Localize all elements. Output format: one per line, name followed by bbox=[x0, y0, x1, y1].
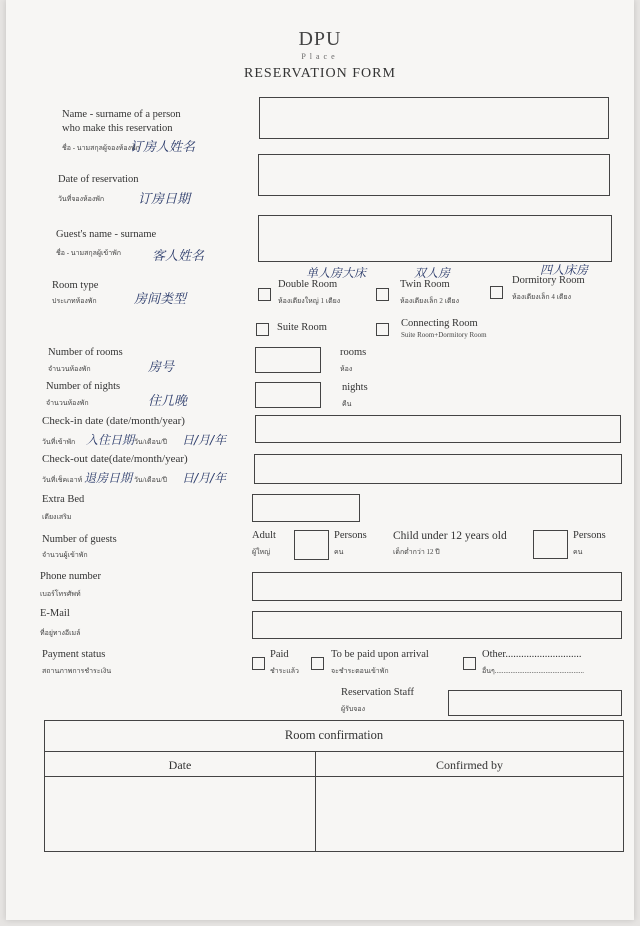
pay-on-arrival-checkbox[interactable] bbox=[311, 657, 324, 670]
room-type-thai: ประเภทห้องพัก bbox=[52, 297, 97, 305]
pay-on-arrival-label: To be paid upon arrival bbox=[331, 649, 429, 660]
date-of-reservation-label: Date of reservation bbox=[58, 174, 139, 185]
payment-label: Payment status bbox=[42, 649, 106, 660]
double-room-handwriting: 单人房大床 bbox=[306, 266, 367, 280]
checkin-date-field[interactable] bbox=[255, 415, 621, 443]
paid-checkbox[interactable] bbox=[252, 657, 265, 670]
child-count-field[interactable] bbox=[533, 530, 568, 559]
phone-label: Phone number bbox=[40, 571, 101, 582]
twin-room-thai: ห้องเตียงเล็ก 2 เตียง bbox=[400, 297, 460, 305]
checkin-handwriting: 入住日期 bbox=[86, 433, 135, 447]
connecting-room-label: Connecting Room bbox=[401, 318, 478, 329]
checkout-format-thai: วัน/เดือน/ปี bbox=[134, 476, 167, 484]
paid-label: Paid bbox=[270, 649, 289, 660]
checkin-thai: วันที่เข้าพัก bbox=[42, 438, 76, 446]
nights-thai: จำนวนห้องพัก bbox=[46, 399, 89, 407]
nights-label: Number of nights bbox=[46, 381, 121, 392]
child-label: Child under 12 years old bbox=[393, 530, 507, 542]
confirmed-by-column-header: Confirmed by bbox=[436, 758, 503, 772]
dormitory-room-handwriting: 四人床房 bbox=[540, 263, 589, 277]
twin-room-checkbox[interactable] bbox=[376, 288, 389, 301]
dormitory-room-thai: ห้องเตียงเล็ก 4 เตียง bbox=[512, 293, 572, 301]
rooms-handwriting: 房号 bbox=[148, 360, 175, 375]
room-confirmation-title: Room confirmation bbox=[284, 728, 384, 742]
paid-thai: ชำระแล้ว bbox=[270, 667, 299, 675]
double-room-checkbox[interactable] bbox=[258, 288, 271, 301]
table-divider bbox=[45, 751, 623, 752]
extra-bed-label: Extra Bed bbox=[42, 494, 85, 505]
child-thai: เด็กต่ำกว่า 12 ปี bbox=[393, 548, 440, 556]
room-confirmation-table bbox=[44, 720, 624, 852]
guest-name-field[interactable] bbox=[258, 215, 612, 262]
phone-field[interactable] bbox=[252, 572, 622, 601]
suite-room-label: Suite Room bbox=[277, 322, 327, 333]
checkin-format-thai: วัน/เดือน/ปี bbox=[134, 438, 167, 446]
checkout-thai: วันที่เช็คเอาท์ bbox=[42, 476, 83, 484]
double-room-label: Double Room bbox=[278, 279, 338, 290]
checkin-label: Check-in date (date/month/year) bbox=[42, 415, 185, 427]
logo-subtitle: Place bbox=[301, 52, 339, 61]
email-label: E-Mail bbox=[40, 608, 70, 619]
other-payment-checkbox[interactable] bbox=[463, 657, 476, 670]
reservation-staff-field[interactable] bbox=[448, 690, 622, 716]
guest-name-thai: ชื่อ - นามสกุลผู้เข้าพัก bbox=[56, 249, 121, 257]
reservation-staff-thai: ผู้รับจอง bbox=[341, 705, 366, 713]
rooms-unit-thai: ห้อง bbox=[340, 365, 353, 373]
form-page bbox=[6, 0, 634, 920]
room-type-label: Room type bbox=[52, 280, 99, 291]
payment-thai: สถานภาพการชำระเงิน bbox=[42, 667, 112, 675]
date-of-reservation-field[interactable] bbox=[258, 154, 610, 196]
reserver-label-1: Name - surname of a person bbox=[62, 109, 181, 120]
extra-bed-thai: เตียงเสริม bbox=[42, 513, 72, 521]
connecting-room-sub: Suite Room+Dormitory Room bbox=[401, 331, 487, 339]
adult-persons-label: Persons bbox=[334, 530, 367, 541]
dormitory-room-label: Dormitory Room bbox=[512, 275, 585, 286]
email-thai: ที่อยู่ทางอีเมล์ bbox=[40, 629, 81, 637]
adult-count-field[interactable] bbox=[294, 530, 329, 560]
nights-unit: nights bbox=[342, 382, 368, 393]
logo: DPU bbox=[298, 28, 342, 50]
reservation-staff-label: Reservation Staff bbox=[341, 687, 414, 698]
extra-bed-field[interactable] bbox=[252, 494, 360, 522]
checkout-format-handwriting: 日/月/年 bbox=[182, 471, 227, 485]
nights-handwriting: 住几晚 bbox=[148, 394, 188, 409]
adult-label: Adult bbox=[252, 530, 276, 541]
suite-room-checkbox[interactable] bbox=[256, 323, 269, 336]
confirmed-by-cell[interactable] bbox=[317, 778, 622, 849]
guest-name-label: Guest's name - surname bbox=[56, 229, 157, 240]
nights-field[interactable] bbox=[255, 382, 321, 408]
twin-room-label: Twin Room bbox=[400, 279, 450, 290]
date-of-reservation-handwriting: 订房日期 bbox=[138, 192, 191, 207]
date-cell[interactable] bbox=[45, 778, 314, 849]
other-payment-thai: อื่นๆ................................................... bbox=[482, 667, 584, 675]
reserver-thai: ชื่อ - นามสกุลผู้จองห้องพัก bbox=[62, 144, 140, 152]
checkout-date-field[interactable] bbox=[254, 454, 622, 484]
adult-persons-thai: คน bbox=[334, 548, 344, 556]
guests-thai: จำนวนผู้เข้าพัก bbox=[42, 551, 88, 559]
nights-unit-thai: คืน bbox=[342, 400, 352, 408]
email-field[interactable] bbox=[252, 611, 622, 639]
child-persons-label: Persons bbox=[573, 530, 606, 541]
child-persons-thai: คน bbox=[573, 548, 583, 556]
reserver-handwriting: 订房人姓名 bbox=[130, 140, 196, 155]
twin-room-handwriting: 双人房 bbox=[414, 266, 451, 280]
reserver-name-field[interactable] bbox=[259, 97, 609, 139]
adult-thai: ผู้ใหญ่ bbox=[252, 548, 271, 556]
rooms-unit: rooms bbox=[340, 347, 367, 358]
pay-on-arrival-thai: จะชำระตอนเข้าพัก bbox=[331, 667, 389, 675]
checkin-format-handwriting: 日/月/年 bbox=[182, 433, 227, 447]
other-payment-label: Other............................. bbox=[482, 649, 582, 660]
reserver-label-2: who make this reservation bbox=[62, 123, 173, 134]
guest-name-handwriting: 客人姓名 bbox=[152, 249, 205, 264]
room-type-handwriting: 房间类型 bbox=[134, 292, 187, 307]
checkout-handwriting: 退房日期 bbox=[84, 471, 133, 485]
date-column-header: Date bbox=[168, 758, 192, 772]
rooms-label: Number of rooms bbox=[48, 347, 123, 358]
guests-label: Number of guests bbox=[42, 534, 117, 545]
date-of-reservation-thai: วันที่จองห้องพัก bbox=[58, 195, 105, 203]
form-title: RESERVATION FORM bbox=[244, 66, 396, 81]
dormitory-room-checkbox[interactable] bbox=[490, 286, 503, 299]
checkout-label: Check-out date(date/month/year) bbox=[42, 453, 188, 465]
double-room-thai: ห้องเตียงใหญ่ 1 เตียง bbox=[278, 297, 341, 305]
rooms-thai: จำนวนห้องพัก bbox=[48, 365, 91, 373]
rooms-field[interactable] bbox=[255, 347, 321, 373]
connecting-room-checkbox[interactable] bbox=[376, 323, 389, 336]
phone-thai: เบอร์โทรศัพท์ bbox=[40, 590, 81, 598]
